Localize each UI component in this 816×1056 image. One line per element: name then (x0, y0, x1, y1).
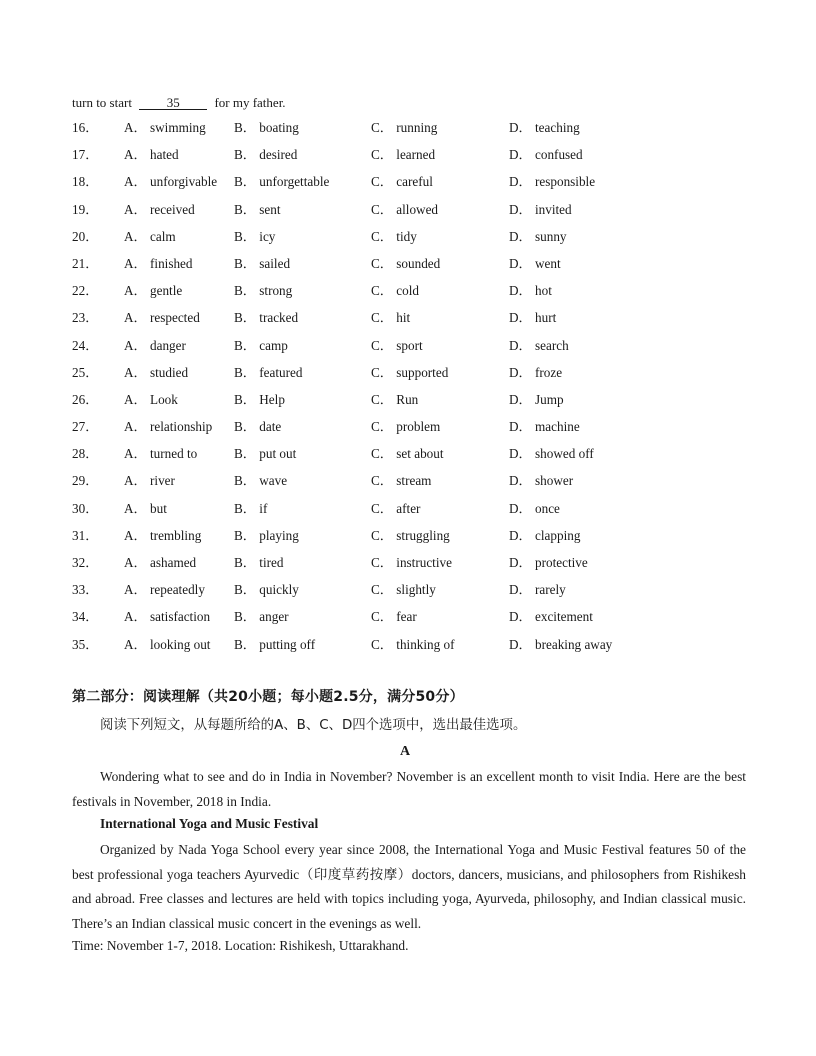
option-d: D． went (509, 255, 561, 271)
question-number: 20． (72, 228, 99, 244)
question-number: 35． (72, 636, 99, 652)
option-a: A． satisfaction (124, 609, 211, 625)
question-row (72, 199, 772, 226)
question-number: 33． (72, 582, 99, 598)
option-b: B． boating (234, 120, 299, 135)
option-a: A． gentle (124, 283, 183, 299)
option-d: D． excitement (509, 609, 593, 625)
question-row (72, 307, 772, 334)
question-row (72, 416, 772, 443)
question-row (72, 443, 772, 470)
option-d: D． shower (509, 473, 574, 489)
option-c: C． sport (371, 337, 423, 353)
option-a: A． unforgivable (124, 174, 218, 190)
option-b: B． Help (234, 391, 285, 407)
question-row (72, 470, 772, 497)
question-number: 32． (72, 555, 99, 570)
question-number: 23． (72, 310, 99, 326)
question-row (72, 117, 772, 144)
question-number: 31． (72, 527, 99, 543)
option-b: B． sailed (234, 255, 291, 271)
option-c: C． slightly (371, 582, 436, 598)
question-row (72, 634, 772, 661)
option-c: C． struggling (371, 527, 450, 543)
option-a: A． trembling (124, 527, 202, 543)
option-a: A． calm (124, 228, 176, 244)
option-c: C． supported (371, 364, 449, 380)
option-d: D． hot (509, 283, 552, 299)
option-d: D． rarely (509, 582, 566, 598)
question-number: 19． (72, 201, 99, 217)
option-c: C． set about (371, 446, 444, 462)
intro-text-after: for my father. (214, 95, 286, 110)
option-d: D． sunny (509, 228, 567, 244)
cloze-options-list (72, 117, 772, 661)
option-c: C． allowed (371, 201, 439, 217)
section-title: 第二部分：阅读理解（共20小题；每小题2.5分，满分50分） (72, 689, 464, 705)
option-b: B． featured (234, 364, 303, 380)
option-d: D． froze (509, 364, 563, 380)
option-a: A． relationship (124, 419, 213, 435)
option-a: A． but (124, 500, 167, 516)
question-row (72, 389, 772, 416)
option-a: A． danger (124, 337, 186, 353)
question-number: 22． (72, 283, 99, 299)
option-b: B． tired (234, 555, 284, 570)
option-b: B． unforgettable (234, 174, 330, 190)
question-row (72, 525, 772, 552)
question-row (72, 171, 772, 198)
question-number: 24． (72, 337, 99, 353)
option-a: A． river (124, 473, 175, 489)
option-a: A． turned to (124, 446, 198, 462)
question-number: 17． (72, 147, 99, 163)
option-a: A． Look (124, 391, 178, 407)
question-row (72, 280, 772, 307)
option-b: B． desired (234, 147, 298, 163)
option-c: C． running (371, 120, 438, 135)
option-a: A． hated (124, 147, 179, 163)
time-location-line: Time: November 1-7, 2018. Location: Rishikesh, Uttarakhand. (72, 938, 409, 953)
option-b: B． putting off (234, 636, 316, 652)
question-row (72, 226, 772, 253)
question-row (72, 253, 772, 280)
option-d: D． search (509, 337, 569, 353)
question-number: 16． (72, 120, 99, 135)
option-d: D． protective (509, 555, 588, 570)
option-c: C． problem (371, 419, 441, 435)
question-row (72, 144, 772, 171)
intro-text-before: turn to start (72, 95, 132, 110)
option-d: D． teaching (509, 120, 580, 135)
option-c: C． Run (371, 391, 419, 407)
question-number: 29． (72, 473, 99, 489)
option-d: D． confused (509, 147, 583, 163)
option-c: C． hit (371, 310, 411, 326)
option-b: B． put out (234, 446, 297, 462)
question-number: 26． (72, 391, 99, 407)
question-row (72, 579, 772, 606)
option-c: C． cold (371, 283, 419, 299)
passage-intro-paragraph: Wondering what to see and do in India in November? November is an excellent month to visit India. Here are the best festivals in November, 2018 in India. (72, 769, 746, 809)
option-b: B． tracked (234, 310, 299, 326)
option-a: A． studied (124, 364, 189, 380)
question-row (72, 552, 772, 579)
passage-body-paragraph: Organized by Nada Yoga School every year since 2008, the International Yoga and Music Festival features 50 of the best professional yoga teachers Ayurvedic（印度草药按摩）doctors, dancers, musicians, and philosophers from Rishikesh and abroad. Free classes and lectures are held with topics including yoga, Ayurveda, philosophy, and Indian classical music. There’s an Indian classical music concert in the evenings as well. (72, 842, 746, 931)
question-number: 34． (72, 609, 99, 625)
option-d: D． clapping (509, 527, 581, 543)
option-c: C． thinking of (371, 636, 455, 652)
question-number: 28． (72, 446, 99, 462)
option-b: B． camp (234, 337, 288, 353)
option-c: C． instructive (371, 555, 452, 570)
option-b: B． anger (234, 609, 289, 625)
blank-35: 35 (139, 96, 207, 110)
option-b: B． sent (234, 201, 281, 217)
option-a: A． repeatedly (124, 582, 205, 598)
option-c: C． fear (371, 609, 417, 625)
question-row (72, 335, 772, 362)
passage-ending-line (72, 94, 286, 112)
option-b: B． date (234, 419, 282, 435)
option-d: D． responsible (509, 174, 596, 190)
question-row (72, 362, 772, 389)
option-d: D． showed off (509, 446, 594, 462)
question-number: 21． (72, 255, 99, 271)
question-number: 27． (72, 419, 99, 435)
option-a: A． respected (124, 310, 200, 326)
option-d: D． invited (509, 201, 572, 217)
option-d: D． breaking away (509, 636, 613, 652)
option-a: A． looking out (124, 636, 211, 652)
option-c: C． sounded (371, 255, 441, 271)
option-c: C． tidy (371, 228, 417, 244)
passage-label: A (400, 744, 411, 759)
option-b: B． icy (234, 228, 276, 244)
question-row (72, 606, 772, 633)
option-b: B． playing (234, 527, 299, 543)
option-c: C． careful (371, 174, 433, 190)
option-a: A． ashamed (124, 555, 197, 570)
section-instruction: 阅读下列短文，从每题所给的A、B、C、D四个选项中，选出最佳选项。 (100, 718, 527, 733)
option-d: D． Jump (509, 391, 564, 407)
option-c: C． learned (371, 147, 436, 163)
option-b: B． if (234, 500, 268, 516)
question-row (72, 498, 772, 525)
option-b: B． wave (234, 473, 288, 489)
option-c: C． stream (371, 473, 432, 489)
option-a: A． swimming (124, 120, 206, 135)
question-number: 18． (72, 174, 99, 190)
option-d: D． machine (509, 419, 580, 435)
option-b: B． quickly (234, 582, 299, 598)
option-d: D． once (509, 500, 560, 516)
option-a: A． received (124, 201, 195, 217)
option-d: D． hurt (509, 310, 557, 326)
question-number: 30． (72, 500, 99, 516)
option-b: B． strong (234, 283, 293, 299)
option-c: C． after (371, 500, 421, 516)
option-a: A． finished (124, 255, 193, 271)
question-number: 25． (72, 364, 99, 380)
passage-subheading: International Yoga and Music Festival (100, 816, 319, 831)
